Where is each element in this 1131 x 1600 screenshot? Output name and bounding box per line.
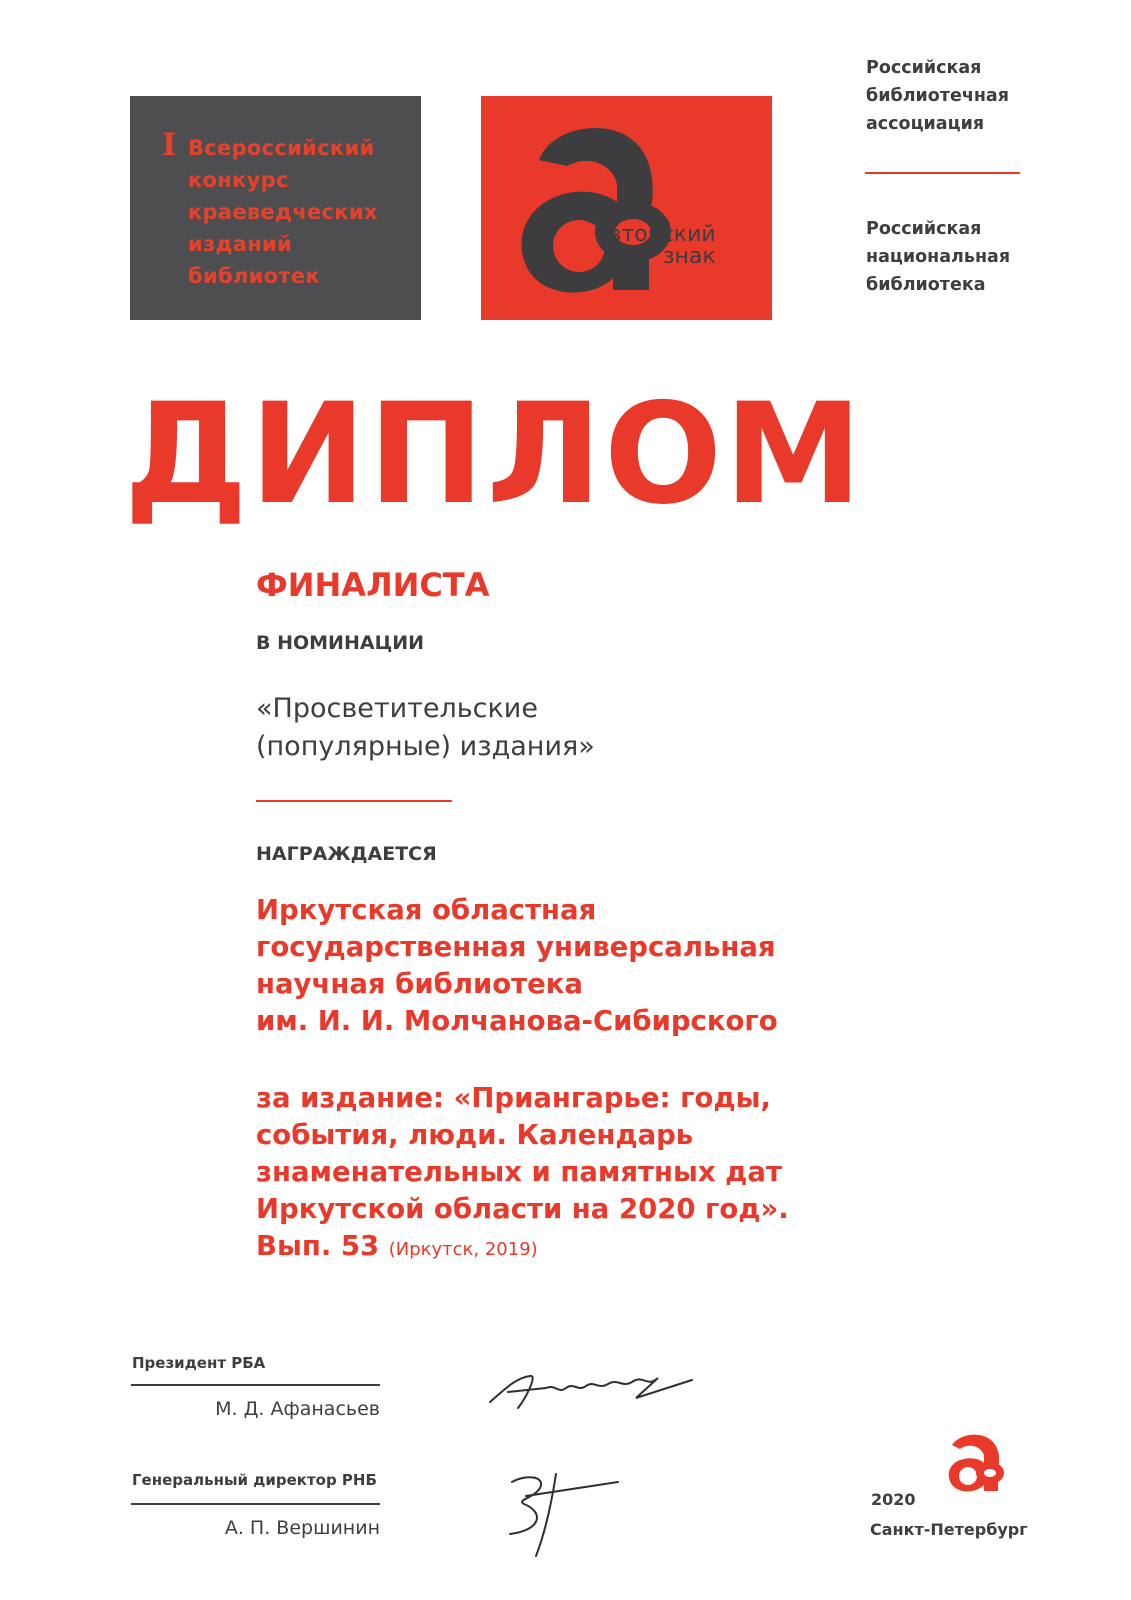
contest-title bbox=[188, 132, 378, 292]
partner-rba-line: ассоциация bbox=[866, 114, 985, 134]
publication-line: Иркутской области на 2020 год». bbox=[256, 1193, 789, 1225]
signature-line bbox=[131, 1503, 380, 1505]
contest-title-line: библиотек bbox=[188, 264, 320, 288]
author-mark-text bbox=[595, 224, 716, 268]
author-mark-footer-icon bbox=[944, 1431, 1008, 1495]
author-mark-line2: знак bbox=[662, 244, 716, 269]
publication-issue: Вып. 53 bbox=[256, 1230, 380, 1262]
author-mark-line1: авторский bbox=[595, 222, 716, 247]
contest-roman-numeral: I bbox=[162, 127, 177, 163]
awardee-line: Иркутская областная bbox=[256, 894, 597, 926]
signatory-name: М. Д. Афанасьев bbox=[215, 1398, 380, 1420]
contest-block bbox=[130, 96, 421, 320]
contest-title-line: изданий bbox=[188, 232, 293, 256]
partner-rnb-line: библиотека bbox=[866, 275, 986, 295]
nomination-name-line: «Просветительские bbox=[256, 693, 538, 724]
signatory-role: Президент РБА bbox=[132, 1354, 266, 1372]
signatory-role: Генеральный директор РНБ bbox=[132, 1471, 377, 1489]
publication-issue-meta: (Иркутск, 2019) bbox=[388, 1239, 538, 1260]
partner-rnb-line: Российская bbox=[866, 219, 982, 239]
publication-line: знаменательных и памятных дат bbox=[256, 1156, 782, 1188]
awardee-line: государственная универсальная bbox=[256, 931, 776, 963]
awardee-line: научная библиотека bbox=[256, 968, 583, 1000]
signature-line bbox=[131, 1384, 380, 1386]
publication-line: за издание: «Приангарье: годы, bbox=[256, 1082, 771, 1114]
awardee-name bbox=[256, 892, 778, 1040]
partner-rba bbox=[866, 54, 1009, 138]
diploma-title: ДИПЛОМ bbox=[124, 373, 865, 535]
awardee-line: им. И. И. Молчанова-Сибирского bbox=[256, 1005, 778, 1037]
nomination-name-line: (популярные) издания» bbox=[256, 731, 595, 762]
partner-rba-line: Российская bbox=[866, 58, 982, 78]
footer-city: Санкт-Петербург bbox=[870, 1520, 1028, 1539]
contest-title-line: Всероссийский bbox=[188, 136, 375, 160]
author-mark-logo-icon bbox=[509, 114, 699, 304]
diploma-subtitle: ФИНАЛИСТА bbox=[256, 566, 490, 604]
partner-rnb bbox=[866, 215, 1010, 299]
signature-afanasyev-icon bbox=[486, 1358, 696, 1418]
partner-rba-line: библиотечная bbox=[866, 86, 1009, 106]
partner-divider bbox=[865, 172, 1020, 174]
awarded-label: НАГРАЖДАЕТСЯ bbox=[256, 843, 437, 865]
contest-title-line: конкурс bbox=[188, 168, 289, 192]
nomination-name bbox=[256, 690, 595, 766]
footer-year: 2020 bbox=[871, 1490, 916, 1509]
publication-line: события, люди. Календарь bbox=[256, 1119, 694, 1151]
contest-title-line: краеведческих bbox=[188, 200, 378, 224]
author-mark-block bbox=[481, 96, 772, 320]
section-divider bbox=[256, 800, 452, 802]
signatory-name: А. П. Вершинин bbox=[224, 1517, 380, 1539]
partner-rnb-line: национальная bbox=[866, 247, 1011, 267]
signature-vershinin-icon bbox=[486, 1460, 626, 1560]
nomination-label: В НОМИНАЦИИ bbox=[256, 632, 424, 654]
publication-issue-line bbox=[256, 1228, 789, 1268]
publication-description bbox=[256, 1080, 789, 1268]
